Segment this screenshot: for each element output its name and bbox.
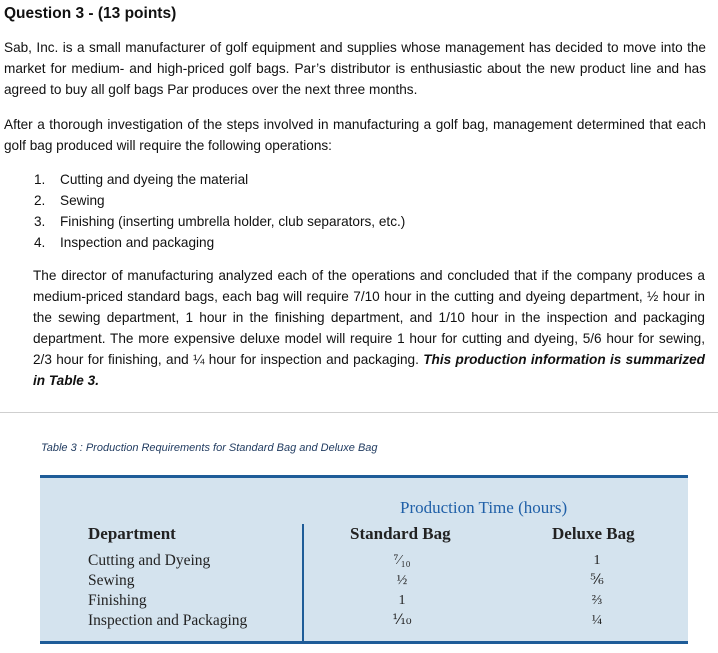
deluxe-bag-column-header: Deluxe Bag [552, 524, 635, 543]
table-reference: This production information is summarized in Table 3. [33, 352, 705, 388]
director-paragraph [33, 265, 705, 391]
question-title: Question 3 - (13 points) [4, 5, 177, 22]
production-time-header: Production Time (hours) [400, 498, 568, 517]
intro-paragraph: Sab, Inc. is a small manufacturer of golf equipment and supplies whose management has decided to move into the market for medium- and high-priced golf bags. Par’s distributor is enthusiastic about the new product line and has agreed to buy all golf bags Par produces over the next three months. [4, 40, 706, 97]
list-item [34, 169, 405, 190]
director-paragraph-text: The director of manufacturing analyzed each of the operations and concluded that if the company produces a medium-priced standard bags, each bag will require 7/10 hour in the cutting and dyeing department, ½ hour in the sewing department, 1 hour in the finishing department, and 1/10 hour in the inspection and packaging department. The more expensive deluxe model will require 1 hour for cutting and dyeing, 5/6 hour for sewing, 2/3 hour for finishing, and ¼ hour for inspection and packaging. [33, 268, 705, 367]
department-column-header: Department [88, 524, 176, 543]
list-item-number: 4. [34, 235, 46, 250]
table-cell-department: Sewing [88, 572, 135, 589]
table-cell-department: Finishing [88, 592, 147, 609]
department-column [88, 551, 247, 631]
section-divider [0, 412, 718, 413]
list-item-text: Finishing (inserting umbrella holder, club separators, etc.) [60, 214, 406, 229]
investigation-paragraph: After a thorough investigation of the steps involved in manufacturing a golf bag, management determined that each golf bag produced will require the following operations: [4, 117, 706, 153]
table-cell-deluxe: ⅔ [591, 593, 603, 608]
operations-list [34, 169, 405, 253]
list-item-text: Inspection and packaging [60, 235, 215, 250]
production-table [40, 475, 688, 644]
standard-bag-column [382, 551, 422, 631]
list-item-text: Sewing [60, 193, 105, 208]
list-item [34, 211, 405, 232]
column-divider [302, 524, 304, 641]
list-item-text: Cutting and dyeing the material [60, 172, 249, 187]
table-cell-standard: ½ [396, 573, 408, 588]
table-cell-standard: 1 [398, 593, 406, 608]
deluxe-bag-column [577, 551, 617, 631]
table-cell-department: Cutting and Dyeing [88, 552, 211, 569]
list-item-number: 2. [34, 193, 46, 208]
table-caption: Table 3 : Production Requirements for Standard Bag and Deluxe Bag [41, 442, 378, 454]
table-cell-deluxe: 1 [593, 553, 601, 568]
list-item [34, 190, 405, 211]
table-cell-deluxe: ⅚ [590, 573, 604, 588]
table-cell-standard: ⅒ [392, 613, 412, 628]
list-item [34, 232, 405, 253]
list-item-number: 3. [34, 214, 46, 229]
standard-bag-column-header: Standard Bag [350, 524, 451, 543]
table-cell-standard: ⁷⁄₁₀ [393, 553, 411, 568]
list-item-number: 1. [34, 172, 46, 187]
table-cell-deluxe: ¼ [591, 613, 603, 628]
table-cell-department: Inspection and Packaging [88, 612, 248, 629]
